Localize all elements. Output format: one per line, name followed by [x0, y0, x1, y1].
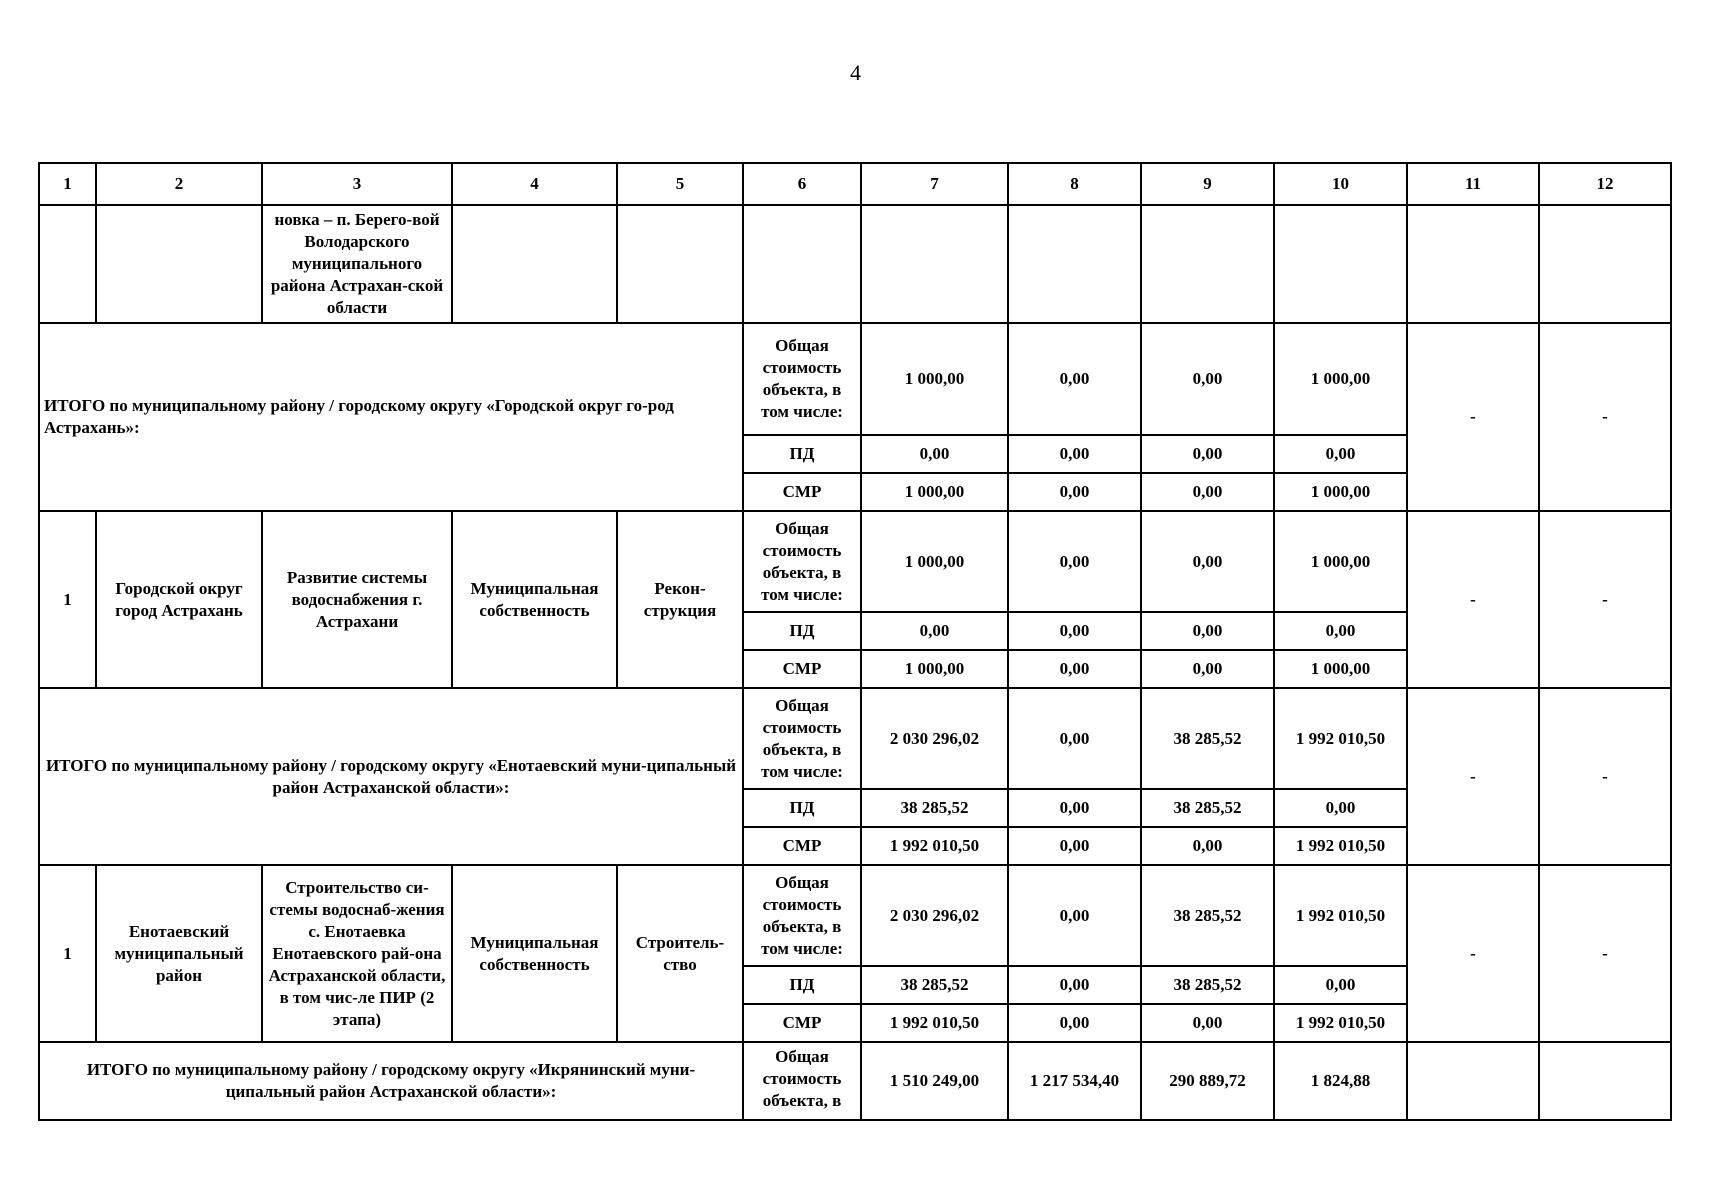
investment-table [38, 162, 1672, 1121]
header-cell: 11 [1407, 163, 1539, 205]
table-row: ПД 0,00 0,00 0,00 0,00 [39, 612, 1671, 650]
row-label: ПД [743, 435, 861, 473]
total-label: ИТОГО по муниципальному району / городскому округу «Енотаевский муни-ципальный район Астраханской области»: [39, 688, 743, 865]
row-label: Общая стоимость объекта, в том числе: [743, 865, 861, 966]
total-label: ИТОГО по муниципальному району / городскому округу «Икрянинский муни-ципальный район Астраханской области»: [39, 1042, 743, 1120]
page-number: 4 [850, 60, 861, 85]
header-cell: 1 [39, 163, 96, 205]
table-row: ИТОГО по муниципальному району / городскому округу «Икрянинский муни-ципальный район Астраханской области»: Общая стоимость объекта, в 1 510 249,00 1 217 534,40 290 889,72 1 824,88 [39, 1042, 1671, 1120]
header-cell: 7 [861, 163, 1008, 205]
continuation-object-text: новка – п. Берего-вой Володарского муниципального района Астрахан-ской области [262, 205, 452, 323]
table-row: СМР 1 000,00 0,00 0,00 1 000,00 [39, 473, 1671, 511]
row-label: ПД [743, 612, 861, 650]
header-row [39, 163, 1671, 205]
row-label: Общая стоимость объекта, в [743, 1042, 861, 1120]
row-label: СМР [743, 827, 861, 865]
row-label: СМР [743, 650, 861, 688]
continuation-row [39, 205, 1671, 323]
total-label: ИТОГО по муниципальному району / городскому округу «Городской округ го-род Астрахань»: [39, 323, 743, 511]
table-row: ИТОГО по муниципальному району / городскому округу «Енотаевский муни-ципальный район Астраханской области»: Общая стоимость объекта, в том числе: 2 030 296,02 0,00 38 285,52 1 992 010,50 - - [39, 688, 1671, 789]
row-label: Общая стоимость объекта, в том числе: [743, 688, 861, 789]
table-row: СМР 1 000,00 0,00 0,00 1 000,00 [39, 650, 1671, 688]
header-cell: 12 [1539, 163, 1671, 205]
header-cell: 9 [1141, 163, 1274, 205]
header-cell: 10 [1274, 163, 1407, 205]
row-label: СМР [743, 1004, 861, 1042]
row-label: ПД [743, 966, 861, 1004]
row-label: СМР [743, 473, 861, 511]
header-cell: 5 [617, 163, 743, 205]
header-cell: 3 [262, 163, 452, 205]
header-cell: 2 [96, 163, 262, 205]
row-label: Общая стоимость объекта, в том числе: [743, 511, 861, 612]
table-row: ИТОГО по муниципальному району / городскому округу «Городской округ го-род Астрахань»: Общая стоимость объекта, в том числе: 1 000,00 0,00 0,00 1 000,00 - - [39, 323, 1671, 435]
header-cell: 4 [452, 163, 617, 205]
table-row: ПД 0,00 0,00 0,00 0,00 [39, 435, 1671, 473]
table-row: СМР 1 992 010,50 0,00 0,00 1 992 010,50 [39, 827, 1671, 865]
header-cell: 8 [1008, 163, 1141, 205]
table-row: ПД 38 285,52 0,00 38 285,52 0,00 [39, 789, 1671, 827]
table-row: СМР 1 992 010,50 0,00 0,00 1 992 010,50 [39, 1004, 1671, 1042]
table-row: 1 Городской округ город Астрахань Развитие системы водоснабжения г. Астрахани Муниципальная собственность Рекон-струкция Общая стоимость объекта, в том числе: 1 000,00 0,00 0,00 1 000,00 - - [39, 511, 1671, 612]
table-row: 1 Енотаевский муниципальный район Строительство си-стемы водоснаб-жения с. Енотаевка Енотаевского рай-она Астраханской области, в том чис-ле ПИР (2 этапа) Муниципальная собственность Строитель-ство Общая стоимость объекта, в том числе: 2 030 296,02 0,00 38 285,52 1 992 010,50 - - [39, 865, 1671, 966]
table-row: ПД 38 285,52 0,00 38 285,52 0,00 [39, 966, 1671, 1004]
row-label: ПД [743, 789, 861, 827]
row-label: Общая стоимость объекта, в том числе: [743, 323, 861, 435]
header-cell: 6 [743, 163, 861, 205]
